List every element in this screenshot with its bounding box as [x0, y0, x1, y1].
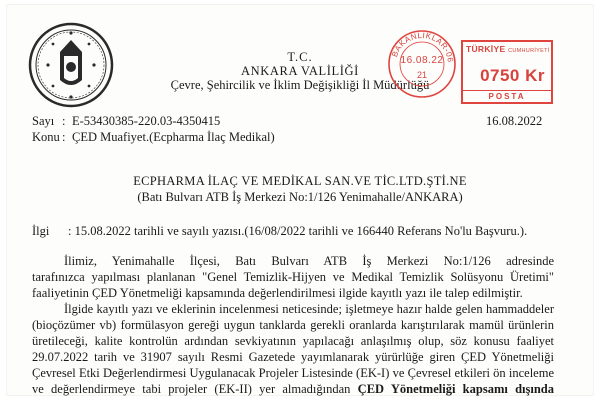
paragraph-2-line-4: 29.07.2022 tarih ve 31907 sayılı Resmi Gazetede yayımlanarak yürürlüğe giren ÇED Yönetmeliği: [32, 350, 554, 364]
postmark-ring-text: BAKANLIKLAR-06: [390, 30, 456, 64]
paragraph-2-line-6-text: ve değerlendirmeye tabi projeler (EK-II) yer almadığından: [32, 382, 351, 396]
paragraph-1-line-1: İlimiz, Yenimahalle İlçesi, Batı Bulvarı ATB İş Merkezi No:1/126 adresinde: [64, 254, 554, 268]
paragraph-2-line-2: (bioçözümer vb) formülasyon gereği uygun tanklarda gerekli oranlarda karıştırılarak mamül ürünlerin: [32, 318, 554, 332]
document-page: [6, 4, 594, 396]
meter-org-sub: CUMHURİYETİ: [508, 48, 550, 54]
paragraph-2-line-1: İlgide kayıtlı yazı ve eklerinin incelenmesi neticesinde; işletmeye hazır halde gelen hammaddeler: [64, 302, 554, 316]
sayi-colon: :: [62, 114, 66, 128]
paragraph-2-bold-phrase: ÇED Yönetmeliği kapsamı dışında: [357, 382, 554, 396]
header-governorship: ANKARA VALİLİĞİ: [241, 64, 359, 78]
konu-label: Konu: [32, 130, 60, 144]
ilgi-label: İlgi: [32, 224, 50, 238]
meter-amount: 0750 Kr: [480, 66, 545, 85]
meter-org: [466, 44, 550, 54]
konu-value: ÇED Muafiyet.(Ecpharma İlaç Medikal): [72, 130, 275, 144]
postmark-number: 21: [416, 70, 427, 80]
paragraph-2-line-3: üretileceği, kalite kontrolün ardından sevkiyatının yapılacağı anlaşılmış olup, söz konusu faaliyet: [32, 334, 554, 348]
postmark-date: 16.08.22: [400, 55, 444, 66]
sayi-label: Sayı: [32, 114, 55, 128]
header-department: Çevre, Şehircilik ve İklim Değişikliği İl Müdürlüğü: [170, 78, 430, 92]
recipient-name: ECPHARMA İLAÇ VE MEDİKAL SAN.VE TİC.LTD.ŞTİ.NE: [133, 174, 467, 188]
paragraph-1-line-2: tarafınızca yapılması planlanan "Genel Temizlik-Hijyen ve Medikal Temizlik Solüsyonu Üretimi": [32, 270, 554, 284]
meter-post-label: POSTA: [463, 90, 551, 101]
meter-org-name: TÜRKİYE: [466, 44, 506, 54]
paragraph-2-line-5: Çevresel Etki Değerlendirmesi Uygulanacak Projeler Listesinde (EK-I) ve Çevresel etkileri ön inceleme: [32, 366, 554, 380]
document-date: 16.08.2022: [486, 114, 543, 128]
paragraph-2-line-6: [32, 382, 554, 396]
paragraph-1-line-3: faaliyetinin ÇED Yönetmeliği kapsamında değerlendirilmesi ilgide kayıtlı yazı ile talep edilmiştir.: [32, 286, 523, 300]
postage-meter-stamp: [461, 40, 553, 104]
sayi-value: E-53430385-220.03-4350415: [72, 114, 221, 128]
konu-colon: :: [62, 130, 66, 144]
recipient-address: (Batı Bulvarı ATB İş Merkezi No:1/126 Yenimahalle/ANKARA): [137, 190, 463, 204]
ilgi-text: : 15.08.2022 tarihli ve sayılı yazısı.(16/08/2022 tarihli ve 166440 Referans No'lu Başvuru.).: [68, 224, 528, 238]
header-tc: T.C.: [287, 50, 313, 64]
